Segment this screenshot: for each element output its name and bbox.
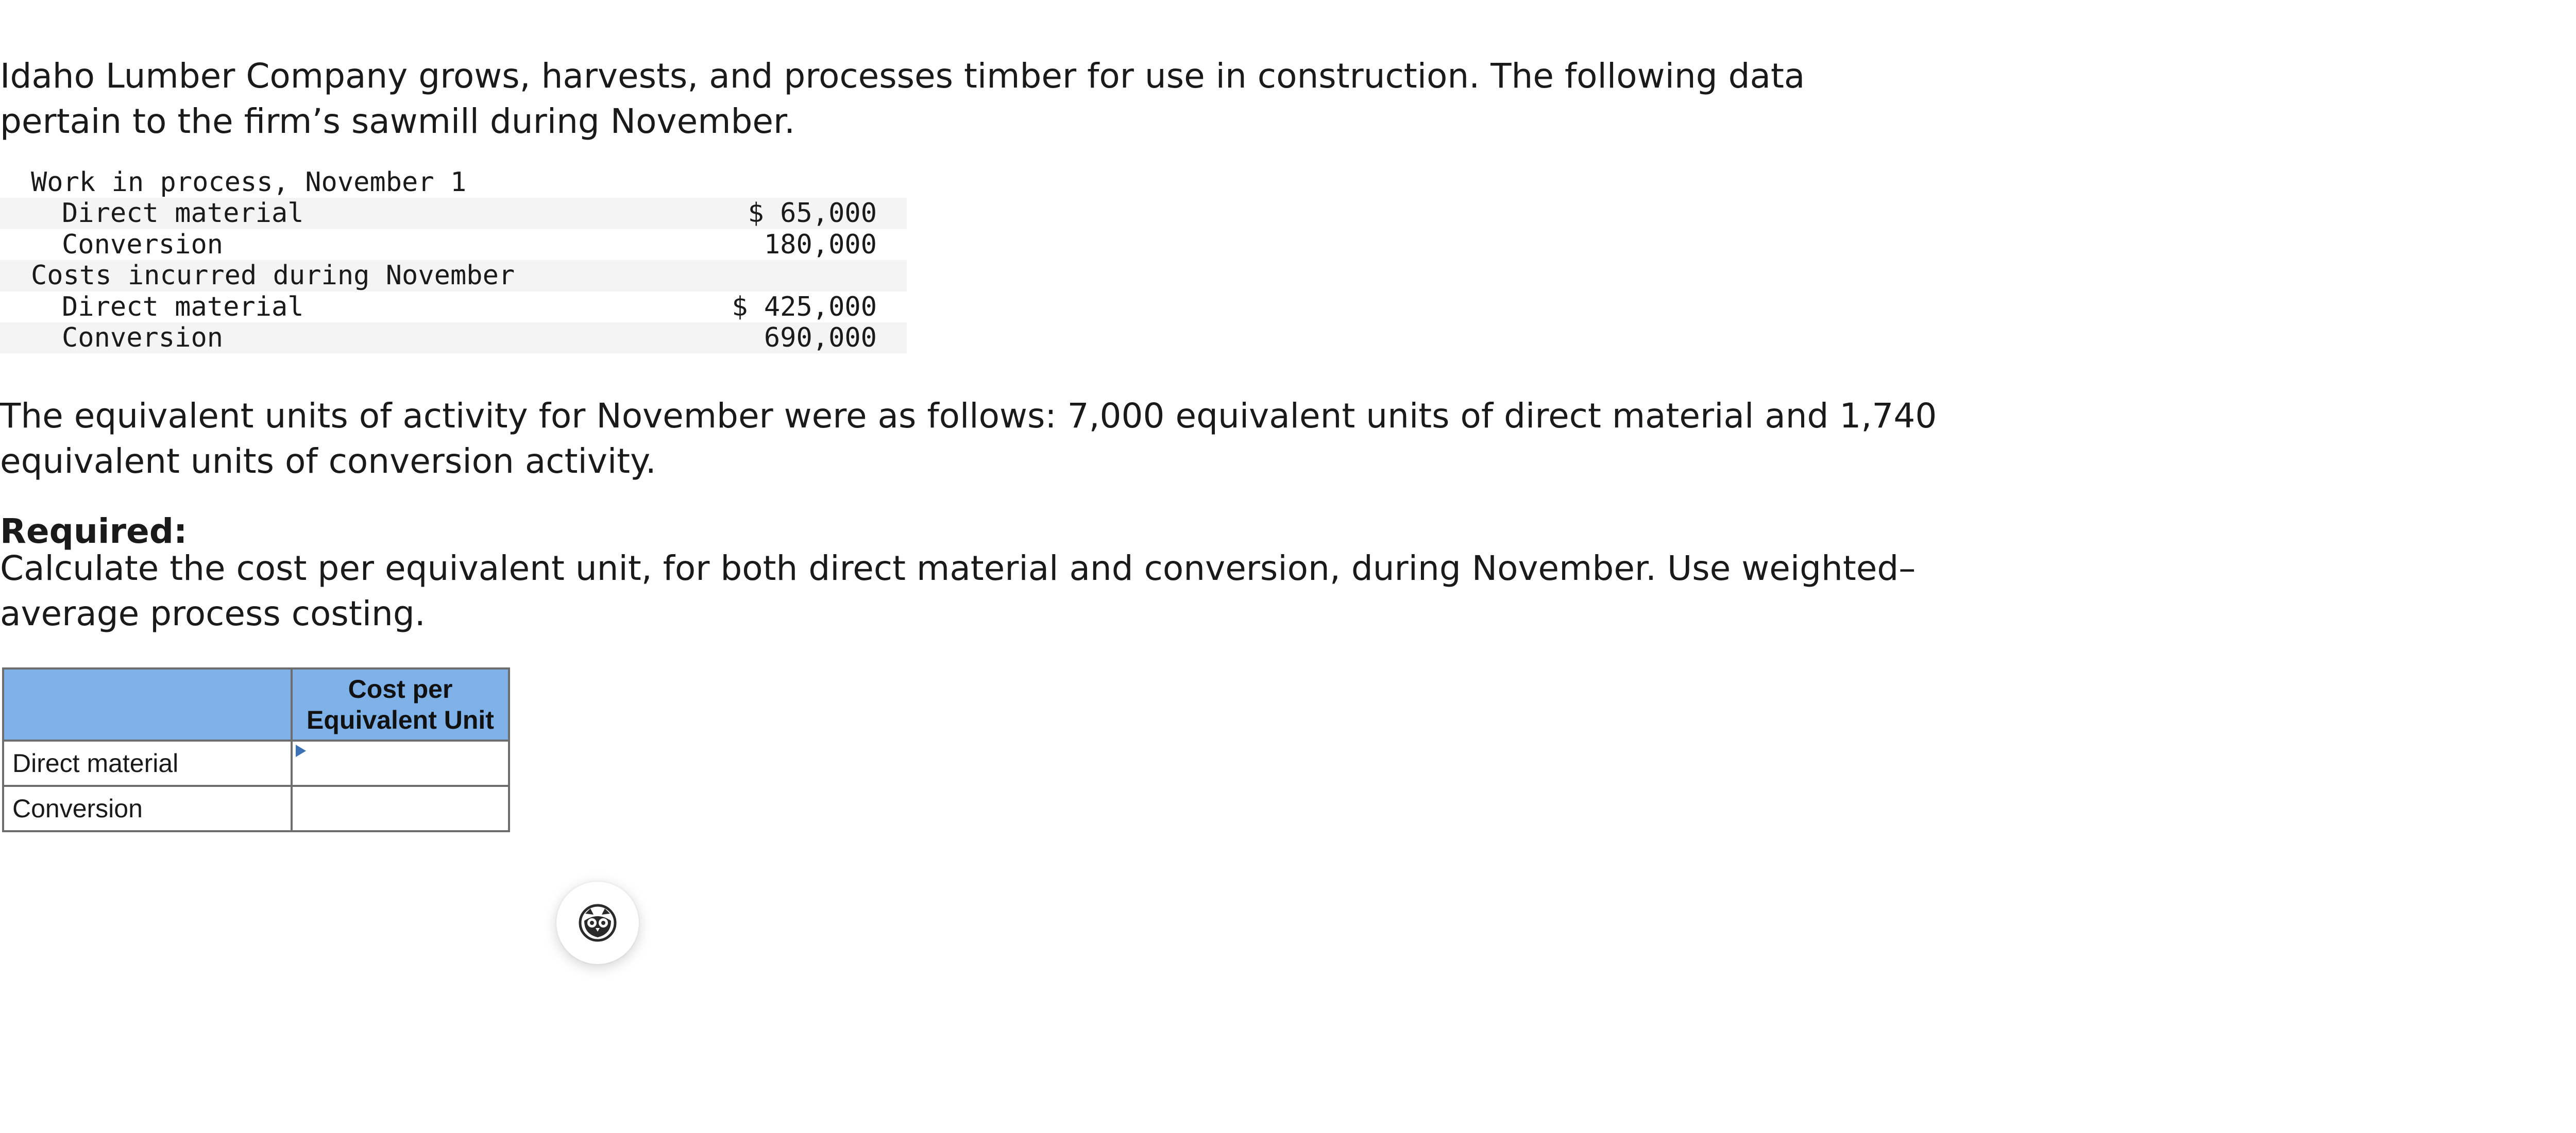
conversion-cell[interactable] [292, 786, 509, 831]
cost-per-equivalent-unit-header: Cost per Equivalent Unit [292, 668, 509, 741]
cost-row-wip-heading [0, 167, 907, 198]
cost-row-incurred-conversion [0, 322, 907, 353]
cost-row-wip-direct-material [0, 198, 907, 229]
answer-table [2, 667, 510, 832]
cost-row-label: Work in process, November 1 [31, 167, 467, 198]
cost-row-wip-conversion [0, 229, 907, 260]
answer-table-corner-cell [3, 668, 292, 741]
answer-row-direct-material [3, 741, 509, 786]
intro-paragraph: Idaho Lumber Company grows, harvests, and processes timber for use in construction. The following data pertain to the firm’s sawmill during November. [0, 56, 1805, 141]
cost-row-label: Direct material [62, 198, 304, 229]
answer-row-label: Direct material [3, 741, 292, 786]
cost-row-label: Direct material [62, 291, 304, 322]
cost-row-label: Conversion [62, 229, 224, 260]
answer-row-label: Conversion [3, 786, 292, 831]
answer-table-header-row [3, 668, 509, 741]
cost-row-value: 690,000 [764, 322, 877, 353]
required-paragraph: Calculate the cost per equivalent unit, for both direct material and conversion, during November. Use weighted–average process costing. [0, 548, 1916, 633]
required-heading: Required: [0, 511, 188, 551]
direct-material-input[interactable] [293, 742, 508, 785]
cost-row-incurred-heading [0, 260, 907, 291]
helper-button[interactable] [556, 882, 639, 964]
conversion-input[interactable] [293, 787, 508, 830]
cost-row-value: $ 65,000 [748, 198, 877, 229]
cost-row-label: Costs incurred during November [31, 260, 515, 291]
cell-marker-icon [296, 745, 306, 757]
direct-material-cell[interactable] [292, 741, 509, 786]
cost-row-label: Conversion [62, 322, 224, 353]
equivalent-units-paragraph: The equivalent units of activity for November were as follows: 7,000 equivalent units of direct material and 1,740 equivalent units of conversion activity. [0, 396, 1937, 481]
owl-icon [577, 902, 618, 943]
cost-row-value: 180,000 [764, 229, 877, 260]
cost-data-table [0, 167, 907, 353]
cost-row-value: $ 425,000 [732, 291, 877, 322]
cost-row-incurred-direct-material [0, 291, 907, 322]
answer-row-conversion [3, 786, 509, 831]
